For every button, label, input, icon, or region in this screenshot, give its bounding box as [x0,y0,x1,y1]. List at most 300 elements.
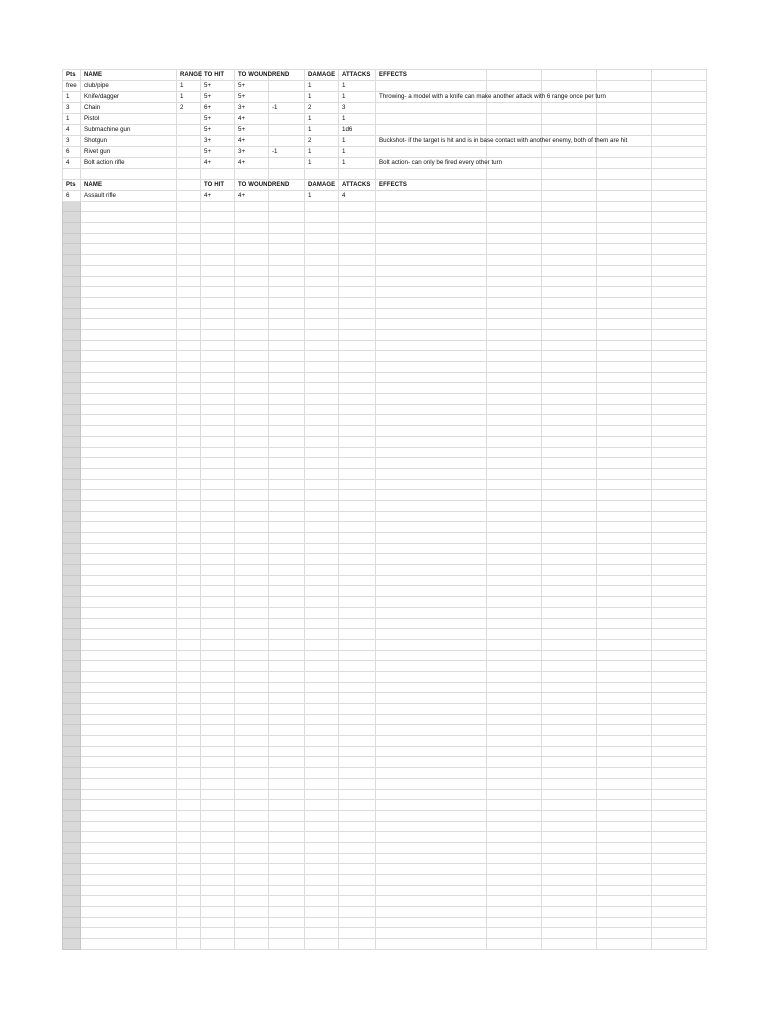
name-cell[interactable]: Rivet gun [81,147,177,158]
empty-cell[interactable] [597,917,652,928]
empty-cell[interactable] [305,800,339,811]
empty-cell[interactable] [63,565,81,576]
empty-cell[interactable] [542,415,597,426]
empty-cell[interactable] [81,757,177,768]
empty-cell[interactable] [305,746,339,757]
empty-cell[interactable] [63,490,81,501]
empty-cell[interactable] [305,287,339,298]
empty-cell[interactable] [652,490,707,501]
empty-cell[interactable] [542,554,597,565]
empty-cell[interactable] [305,436,339,447]
empty-cell[interactable] [63,404,81,415]
empty-cell[interactable] [235,853,269,864]
empty-cell[interactable] [652,372,707,383]
empty-cell[interactable] [269,682,305,693]
to-hit-cell[interactable]: 3+ [201,136,235,147]
empty-cell[interactable] [652,114,707,125]
empty-cell[interactable] [305,864,339,875]
empty-cell[interactable] [235,319,269,330]
empty-cell[interactable] [201,939,235,950]
empty-cell[interactable] [542,190,597,201]
pts-cell[interactable]: 6 [63,190,81,201]
empty-cell[interactable] [177,789,201,800]
empty-cell[interactable] [376,757,487,768]
empty-cell[interactable] [81,650,177,661]
empty-cell[interactable] [63,789,81,800]
empty-cell[interactable] [597,522,652,533]
empty-cell[interactable] [597,329,652,340]
empty-cell[interactable] [81,714,177,725]
empty-cell[interactable] [652,103,707,114]
empty-cell[interactable] [305,415,339,426]
empty-cell[interactable] [201,329,235,340]
damage-cell[interactable]: 2 [305,103,339,114]
empty-cell[interactable] [597,125,652,136]
empty-cell[interactable] [177,917,201,928]
empty-cell[interactable] [269,329,305,340]
empty-cell[interactable] [597,70,652,81]
to-wound-cell[interactable]: 4+ [235,114,269,125]
empty-cell[interactable] [376,575,487,586]
damage-cell[interactable]: 1 [305,147,339,158]
empty-cell[interactable] [63,671,81,682]
empty-cell[interactable] [177,725,201,736]
empty-cell[interactable] [81,436,177,447]
empty-cell[interactable] [269,575,305,586]
empty-cell[interactable] [597,490,652,501]
empty-cell[interactable] [235,533,269,544]
empty-cell[interactable] [201,736,235,747]
empty-cell[interactable] [542,223,597,234]
range-cell[interactable]: 2 [177,103,201,114]
empty-cell[interactable] [652,297,707,308]
empty-cell[interactable] [305,297,339,308]
empty-cell[interactable] [81,554,177,565]
empty-cell[interactable] [235,693,269,704]
empty-cell[interactable] [63,458,81,469]
empty-cell[interactable] [652,244,707,255]
empty-cell[interactable] [81,522,177,533]
empty-cell[interactable] [597,607,652,618]
empty-cell[interactable] [652,917,707,928]
empty-cell[interactable] [201,778,235,789]
empty-cell[interactable] [597,81,652,92]
empty-cell[interactable] [376,629,487,640]
empty-cell[interactable] [63,223,81,234]
empty-cell[interactable] [63,639,81,650]
empty-cell[interactable] [597,201,652,212]
empty-cell[interactable] [487,458,542,469]
empty-cell[interactable] [597,179,652,190]
empty-cell[interactable] [81,500,177,511]
empty-cell[interactable] [487,490,542,501]
empty-cell[interactable] [63,597,81,608]
empty-cell[interactable] [542,522,597,533]
empty-cell[interactable] [235,864,269,875]
empty-cell[interactable] [269,650,305,661]
empty-cell[interactable] [63,533,81,544]
empty-cell[interactable] [376,693,487,704]
empty-cell[interactable] [597,458,652,469]
empty-cell[interactable] [201,842,235,853]
empty-cell[interactable] [305,650,339,661]
empty-cell[interactable] [81,490,177,501]
empty-cell[interactable] [487,842,542,853]
to-hit-cell[interactable]: 6+ [201,103,235,114]
empty-cell[interactable] [81,169,177,180]
empty-cell[interactable] [487,81,542,92]
empty-cell[interactable] [542,426,597,437]
empty-cell[interactable] [487,362,542,373]
empty-cell[interactable] [201,340,235,351]
empty-cell[interactable] [542,810,597,821]
column-header[interactable]: NAME [81,179,177,190]
empty-cell[interactable] [652,565,707,576]
empty-cell[interactable] [201,575,235,586]
empty-cell[interactable] [597,394,652,405]
to-wound-cell[interactable]: 4+ [235,136,269,147]
empty-cell[interactable] [177,896,201,907]
empty-cell[interactable] [376,479,487,490]
empty-cell[interactable] [597,533,652,544]
empty-cell[interactable] [487,297,542,308]
empty-cell[interactable] [542,789,597,800]
empty-cell[interactable] [597,939,652,950]
empty-cell[interactable] [597,415,652,426]
empty-cell[interactable] [269,704,305,715]
empty-cell[interactable] [177,404,201,415]
empty-cell[interactable] [63,928,81,939]
empty-cell[interactable] [81,297,177,308]
empty-cell[interactable] [63,340,81,351]
empty-cell[interactable] [597,693,652,704]
empty-cell[interactable] [597,928,652,939]
empty-cell[interactable] [339,233,376,244]
empty-cell[interactable] [376,223,487,234]
damage-cell[interactable]: 1 [305,158,339,169]
empty-cell[interactable] [542,768,597,779]
empty-cell[interactable] [376,308,487,319]
empty-cell[interactable] [542,917,597,928]
empty-cell[interactable] [652,179,707,190]
empty-cell[interactable] [542,778,597,789]
empty-cell[interactable] [81,362,177,373]
empty-cell[interactable] [269,201,305,212]
empty-cell[interactable] [652,778,707,789]
empty-cell[interactable] [81,768,177,779]
empty-cell[interactable] [597,821,652,832]
empty-cell[interactable] [235,297,269,308]
empty-cell[interactable] [376,661,487,672]
empty-cell[interactable] [305,629,339,640]
empty-cell[interactable] [652,885,707,896]
empty-cell[interactable] [487,329,542,340]
empty-cell[interactable] [177,329,201,340]
empty-cell[interactable] [177,233,201,244]
empty-cell[interactable] [305,351,339,362]
empty-cell[interactable] [177,319,201,330]
empty-cell[interactable] [269,522,305,533]
empty-cell[interactable] [542,329,597,340]
empty-cell[interactable] [201,276,235,287]
empty-cell[interactable] [487,565,542,576]
empty-cell[interactable] [339,693,376,704]
empty-cell[interactable] [235,415,269,426]
empty-cell[interactable] [376,543,487,554]
empty-cell[interactable] [81,329,177,340]
empty-cell[interactable] [376,276,487,287]
empty-cell[interactable] [597,362,652,373]
empty-cell[interactable] [376,682,487,693]
empty-cell[interactable] [235,511,269,522]
empty-cell[interactable] [652,447,707,458]
empty-cell[interactable] [269,864,305,875]
empty-cell[interactable] [81,842,177,853]
empty-cell[interactable] [235,575,269,586]
empty-cell[interactable] [201,394,235,405]
empty-cell[interactable] [339,575,376,586]
empty-cell[interactable] [235,362,269,373]
empty-cell[interactable] [542,629,597,640]
empty-cell[interactable] [652,468,707,479]
empty-cell[interactable] [339,340,376,351]
empty-cell[interactable] [376,714,487,725]
empty-cell[interactable] [339,682,376,693]
rend-cell[interactable]: -1 [269,147,305,158]
empty-cell[interactable] [63,265,81,276]
attacks-cell[interactable]: 1 [339,92,376,103]
empty-cell[interactable] [542,372,597,383]
range-cell[interactable]: 1 [177,92,201,103]
empty-cell[interactable] [542,832,597,843]
empty-cell[interactable] [339,939,376,950]
empty-cell[interactable] [597,618,652,629]
empty-cell[interactable] [177,757,201,768]
empty-cell[interactable] [376,169,487,180]
empty-cell[interactable] [487,103,542,114]
empty-cell[interactable] [305,607,339,618]
empty-cell[interactable] [177,618,201,629]
empty-cell[interactable] [597,543,652,554]
pts-cell[interactable]: free [63,81,81,92]
empty-cell[interactable] [305,362,339,373]
empty-cell[interactable] [177,447,201,458]
name-cell[interactable]: Shotgun [81,136,177,147]
empty-cell[interactable] [235,789,269,800]
empty-cell[interactable] [597,554,652,565]
empty-cell[interactable] [542,746,597,757]
empty-cell[interactable] [201,928,235,939]
empty-cell[interactable] [487,821,542,832]
empty-cell[interactable] [201,287,235,298]
empty-cell[interactable] [487,907,542,918]
empty-cell[interactable] [177,340,201,351]
empty-cell[interactable] [652,746,707,757]
empty-cell[interactable] [201,169,235,180]
empty-cell[interactable] [63,917,81,928]
empty-cell[interactable] [305,618,339,629]
empty-cell[interactable] [63,778,81,789]
range-cell[interactable] [177,136,201,147]
empty-cell[interactable] [81,789,177,800]
empty-cell[interactable] [201,223,235,234]
empty-cell[interactable] [305,458,339,469]
empty-cell[interactable] [235,704,269,715]
empty-cell[interactable] [235,383,269,394]
empty-cell[interactable] [201,917,235,928]
to-hit-cell[interactable]: 5+ [201,92,235,103]
empty-cell[interactable] [269,490,305,501]
empty-cell[interactable] [542,671,597,682]
empty-cell[interactable] [201,212,235,223]
empty-cell[interactable] [63,436,81,447]
empty-cell[interactable] [376,768,487,779]
empty-cell[interactable] [652,768,707,779]
empty-cell[interactable] [235,650,269,661]
empty-cell[interactable] [376,372,487,383]
to-wound-cell[interactable]: 3+ [235,147,269,158]
empty-cell[interactable] [376,458,487,469]
empty-cell[interactable] [305,575,339,586]
empty-cell[interactable] [201,447,235,458]
effects-cell[interactable] [376,114,487,125]
empty-cell[interactable] [235,265,269,276]
empty-cell[interactable] [339,244,376,255]
empty-cell[interactable] [201,458,235,469]
empty-cell[interactable] [487,351,542,362]
effects-cell[interactable] [376,147,487,158]
damage-cell[interactable]: 1 [305,125,339,136]
empty-cell[interactable] [487,832,542,843]
empty-cell[interactable] [339,533,376,544]
empty-cell[interactable] [597,768,652,779]
to-hit-cell[interactable]: 5+ [201,125,235,136]
pts-cell[interactable]: 4 [63,158,81,169]
empty-cell[interactable] [487,928,542,939]
empty-cell[interactable] [305,768,339,779]
empty-cell[interactable] [339,394,376,405]
empty-cell[interactable] [81,800,177,811]
empty-cell[interactable] [339,436,376,447]
empty-cell[interactable] [542,103,597,114]
empty-cell[interactable] [652,223,707,234]
empty-cell[interactable] [542,853,597,864]
empty-cell[interactable] [652,832,707,843]
empty-cell[interactable] [376,554,487,565]
pts-cell[interactable]: 3 [63,103,81,114]
empty-cell[interactable] [597,682,652,693]
empty-cell[interactable] [597,319,652,330]
empty-cell[interactable] [305,565,339,576]
empty-cell[interactable] [201,265,235,276]
empty-cell[interactable] [376,244,487,255]
empty-cell[interactable] [597,704,652,715]
empty-cell[interactable] [305,714,339,725]
empty-cell[interactable] [81,458,177,469]
empty-cell[interactable] [652,875,707,886]
empty-cell[interactable] [269,939,305,950]
empty-cell[interactable] [376,265,487,276]
empty-cell[interactable] [487,287,542,298]
rend-cell[interactable] [269,81,305,92]
empty-cell[interactable] [376,821,487,832]
empty-cell[interactable] [652,158,707,169]
empty-cell[interactable] [487,223,542,234]
empty-cell[interactable] [376,212,487,223]
empty-cell[interactable] [235,842,269,853]
empty-cell[interactable] [487,125,542,136]
empty-cell[interactable] [339,725,376,736]
empty-cell[interactable] [487,597,542,608]
empty-cell[interactable] [305,885,339,896]
empty-cell[interactable] [201,768,235,779]
empty-cell[interactable] [487,404,542,415]
empty-cell[interactable] [269,297,305,308]
empty-cell[interactable] [201,244,235,255]
empty-cell[interactable] [305,308,339,319]
empty-cell[interactable] [376,746,487,757]
empty-cell[interactable] [542,821,597,832]
empty-cell[interactable] [63,704,81,715]
empty-cell[interactable] [177,650,201,661]
empty-cell[interactable] [235,372,269,383]
empty-cell[interactable] [339,169,376,180]
empty-cell[interactable] [177,842,201,853]
empty-cell[interactable] [597,404,652,415]
empty-cell[interactable] [201,661,235,672]
empty-cell[interactable] [81,671,177,682]
empty-cell[interactable] [81,394,177,405]
empty-cell[interactable] [487,789,542,800]
empty-cell[interactable] [542,125,597,136]
empty-cell[interactable] [597,383,652,394]
empty-cell[interactable] [81,287,177,298]
empty-cell[interactable] [597,500,652,511]
empty-cell[interactable] [269,169,305,180]
empty-cell[interactable] [652,842,707,853]
empty-cell[interactable] [487,746,542,757]
empty-cell[interactable] [63,308,81,319]
empty-cell[interactable] [201,511,235,522]
empty-cell[interactable] [652,522,707,533]
empty-cell[interactable] [652,233,707,244]
empty-cell[interactable] [542,233,597,244]
empty-cell[interactable] [652,575,707,586]
empty-cell[interactable] [177,351,201,362]
empty-cell[interactable] [63,383,81,394]
pts-cell[interactable]: 3 [63,136,81,147]
empty-cell[interactable] [376,789,487,800]
empty-cell[interactable] [63,426,81,437]
column-header[interactable]: TO HIT [201,179,235,190]
empty-cell[interactable] [201,693,235,704]
empty-cell[interactable] [487,671,542,682]
empty-cell[interactable] [652,500,707,511]
empty-cell[interactable] [487,415,542,426]
attacks-cell[interactable]: 1 [339,147,376,158]
empty-cell[interactable] [305,639,339,650]
empty-cell[interactable] [376,468,487,479]
empty-cell[interactable] [269,629,305,640]
empty-cell[interactable] [487,340,542,351]
effects-cell[interactable] [376,125,487,136]
empty-cell[interactable] [339,789,376,800]
empty-cell[interactable] [339,404,376,415]
empty-cell[interactable] [63,554,81,565]
empty-cell[interactable] [597,896,652,907]
empty-cell[interactable] [201,468,235,479]
empty-cell[interactable] [81,340,177,351]
